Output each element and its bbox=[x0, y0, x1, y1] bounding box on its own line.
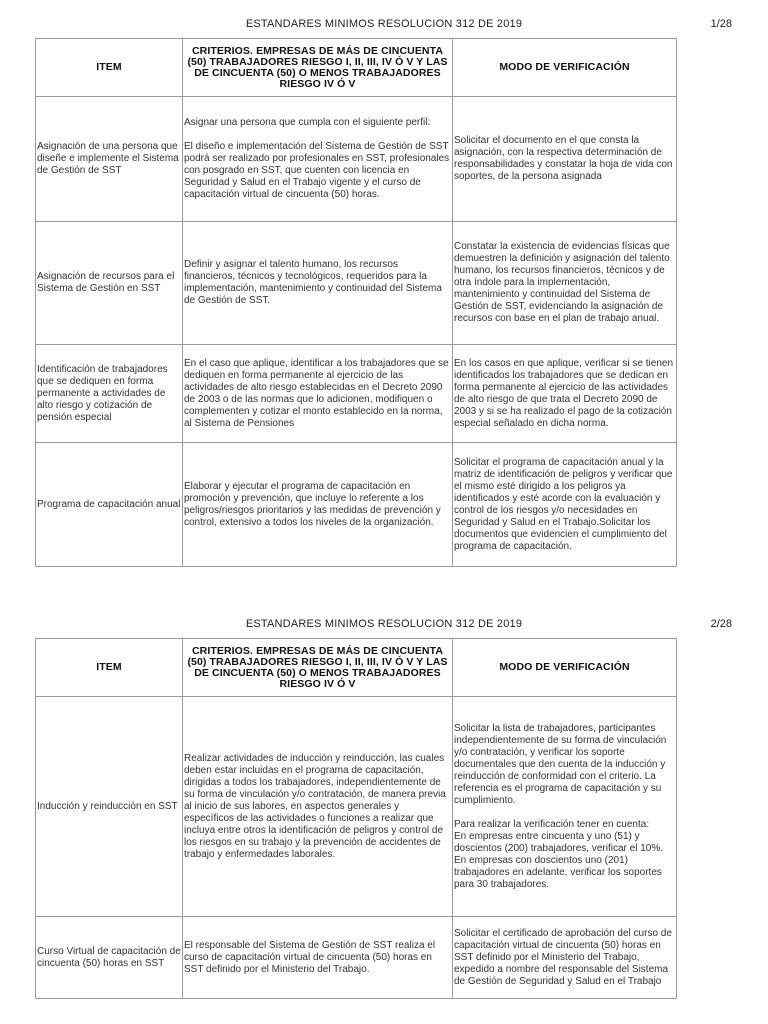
item-cell: Programa de capacitación anual bbox=[36, 443, 183, 567]
modo-cell: En los casos en que aplique, verificar si se tienen identificados los trabajadores que se dedican en forma permanente al ejercicio de las actividades de alto riesgo de que trata el Decreto 2090 de 2003 y si se ha realizado el pago de la cotización especial señalado en dicha norma. bbox=[453, 345, 677, 443]
modo-paragraph: Para realizar la verificación tener en cuenta: bbox=[454, 818, 650, 830]
header-modo: MODO DE VERIFICACIÓN bbox=[453, 639, 677, 697]
header-item: ITEM bbox=[36, 639, 183, 697]
criterio-paragraph: El diseño e implementación del Sistema de Gestión de SST podrá ser realizado por profesionales en SST, profesionales con posgrado en SST, que cuenten con licencia en Seguridad y Salud en el Trabajo vigente y el curso de capacitación virtual de cincuenta (50) horas. bbox=[184, 141, 450, 200]
criterio-paragraph: Asignar una persona que cumpla con el siguiente perfil: bbox=[184, 117, 431, 128]
page-number: 1/28 bbox=[710, 18, 732, 30]
page-number: 2/28 bbox=[710, 618, 732, 630]
standards-table bbox=[35, 38, 677, 567]
item-cell: Asignación de una persona que diseñe e implemente el Sistema de Gestión de SST bbox=[36, 97, 183, 222]
item-cell: Identificación de trabajadores que se dediquen en forma permanente a actividades de alto riesgo y cotización de pensión especial bbox=[36, 345, 183, 443]
document-title: ESTANDARES MINIMOS RESOLUCION 312 DE 2019 bbox=[245, 618, 523, 630]
table-header-row bbox=[36, 639, 677, 697]
modo-cell: Solicitar el certificado de aprobación del curso de capacitación virtual de cincuenta (50) horas en SST definido por el Ministerio del Trabajo, expedido a nombre del responsable del Sistema de Gestión de Seguridad y Salud en el Trabajo bbox=[453, 917, 677, 999]
criterio-cell: En el caso que aplique, identificar a los trabajadores que se dediquen en forma permanente al ejercicio de las actividades de alto riesgo establecidas en el Decreto 2090 de 2003 o de las normas que lo adicionen, modifiquen o complementen y cotizar el monto establecido en la norma, al Sistema de Pensiones bbox=[183, 345, 453, 443]
modo-cell: Constatar la existencia de evidencias físicas que demuestren la definición y asignación del talento humano, los recursos financieros, técnicos y de otra índole para la implementación, mantenimiento y continuidad del Sistema de Gestión de SST, evidenciando la asignación de recursos con base en el plan de trabajo anual. bbox=[453, 222, 677, 345]
criterio-cell: Definir y asignar el talento humano, los recursos financieros, técnicos y tecnológicos, requeridos para la implementación, mantenimiento y continuidad del Sistema de Gestión de SST. bbox=[183, 222, 453, 345]
item-cell: Curso Virtual de capacitación de cincuenta (50) horas en SST bbox=[36, 917, 183, 999]
header-modo: MODO DE VERIFICACIÓN bbox=[453, 39, 677, 97]
modo-cell: Solicitar el programa de capacitación anual y la matriz de identificación de peligros y verificar que el mismo esté dirigido a los peligros ya identificados y esté acorde con la evaluación y control de los riesgos y/o necesidades en Seguridad y Salud en el Trabajo.Solicitar los documentos que evidencien el cumplimiento del programa de capacitación. bbox=[453, 443, 677, 567]
modo-paragraph: Solicitar la lista de trabajadores, participantes independientemente de su forma de vinculación y/o contratación, y verificar los soporte documentales que den cuenta de la inducción y reinducción de conformidad con el criterio. La referencia es el programa de capacitación y su cumplimiento. bbox=[454, 722, 667, 806]
criterio-cell: Realizar actividades de inducción y reinducción, las cuales deben estar incluidas en el programa de capacitación, dirigidas a todos los trabajadores, independientemente de su forma de vinculación y/o contratación, de manera previa al inicio de sus labores, en aspectos generales y específicos de las actividades o funciones a realizar que incluya entre otros la identificación de peligros y control de los riesgos en su trabajo y la prevención de accidentes de trabajo y enfermedades laborales. bbox=[183, 697, 453, 917]
criterio-cell bbox=[183, 97, 453, 222]
modo-cell bbox=[453, 697, 677, 917]
modo-paragraph: En empresas entre cincuenta y uno (51) y doscientos (200) trabajadores, verificar el 10%. bbox=[454, 830, 663, 854]
table-row bbox=[36, 97, 677, 222]
header-criterios: CRITERIOS. EMPRESAS DE MÁS DE CINCUENTA (50) TRABAJADORES RIESGO I, II, III, IV Ó V Y LAS DE CINCUENTA (50) O MENOS TRABAJADORES RIESGO IV Ó V bbox=[183, 39, 453, 97]
table-row bbox=[36, 443, 677, 567]
modo-cell: Solicitar el documento en el que consta la asignación, con la respectiva determinación de responsabilidades y constatar la hoja de vida con soportes, de la persona asignada bbox=[453, 97, 677, 222]
item-cell: Inducción y reinducción en SST bbox=[36, 697, 183, 917]
item-cell: Asignación de recursos para el Sistema de Gestión en SST bbox=[36, 222, 183, 345]
table-row bbox=[36, 917, 677, 999]
table-row bbox=[36, 697, 677, 917]
document-title: ESTANDARES MINIMOS RESOLUCION 312 DE 2019 bbox=[245, 18, 523, 30]
page-2 bbox=[0, 600, 768, 1024]
criterio-cell: El responsable del Sistema de Gestión de SST realiza el curso de capacitación virtual de cincuenta (50) horas en SST definido por el Ministerio del Trabajo. bbox=[183, 917, 453, 999]
table-header-row bbox=[36, 39, 677, 97]
standards-table bbox=[35, 638, 677, 999]
header-item: ITEM bbox=[36, 39, 183, 97]
modo-paragraph: En empresas con doscientos uno (201) trabajadores en adelante, verificar los soportes para 30 trabajadores. bbox=[454, 854, 662, 890]
header-criterios: CRITERIOS. EMPRESAS DE MÁS DE CINCUENTA (50) TRABAJADORES RIESGO I, II, III, IV Ó V Y LAS DE CINCUENTA (50) O MENOS TRABAJADORES RIESGO IV Ó V bbox=[183, 639, 453, 697]
table-row bbox=[36, 222, 677, 345]
table-row bbox=[36, 345, 677, 443]
criterio-cell: Elaborar y ejecutar el programa de capacitación en promoción y prevención, que incluye lo referente a los peligros/riesgos prioritarios y las medidas de prevención y control, extensivo a todos los niveles de la organización. bbox=[183, 443, 453, 567]
